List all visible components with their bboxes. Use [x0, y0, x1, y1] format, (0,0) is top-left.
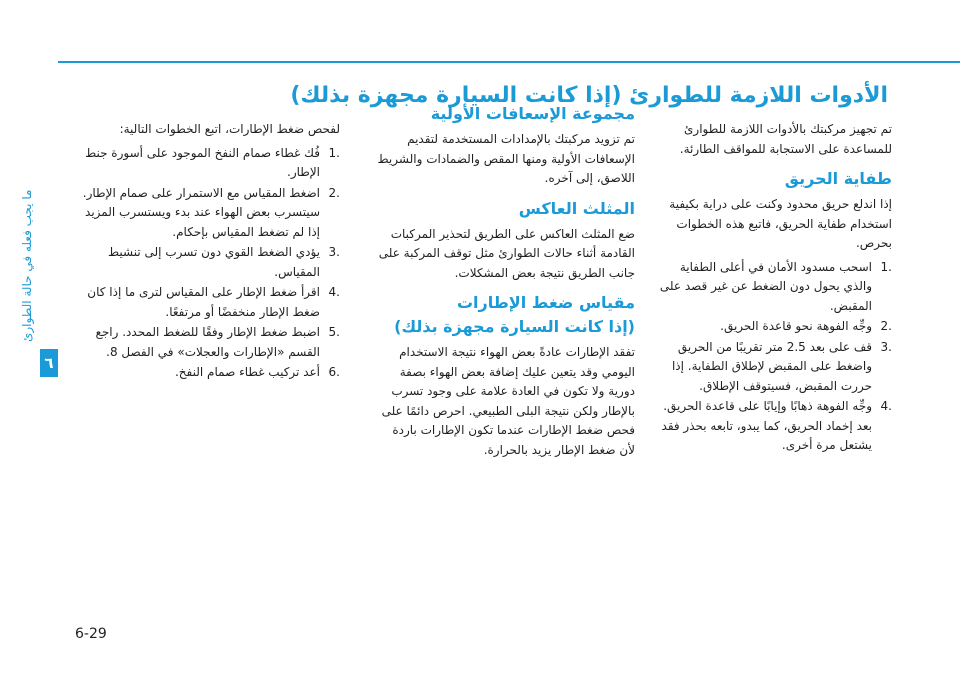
- list-item: [75, 323, 340, 362]
- step-number: 1.: [880, 259, 892, 274]
- pressure-check-intro: لفحص ضغط الإطارات، اتبع الخطوات التالية:: [119, 122, 340, 136]
- intro-paragraph: تم تجهيز مركبتك بالأدوات اللازمة للطوارئ للمساعدة على الاستجابة للمواقف الطارئة.: [679, 122, 892, 156]
- fire-extinguisher-heading: طفاية الحريق: [784, 169, 892, 188]
- column-left: [75, 120, 340, 384]
- reflective-triangle-paragraph: ضع المثلث العاكس على الطريق لتحذير المركبات القادمة أثناء حالات الطوارئ مثل توقف المركبة على جانب الطريق نتيجة بعض المشكلات.: [378, 226, 635, 280]
- step-number: 4.: [880, 399, 892, 413]
- first-aid-kit-paragraph: تم تزويد مركبتك بالإمدادات المستخدمة لتقديم الإسعافات الأولية ومنها المقص والضمادات والشريط اللاصق، إلى آخره.: [377, 132, 635, 185]
- step-text: اضبط ضغط الإطار وفقًا للضغط المحدد. راجع القسم «الإطارات والعجلات» في الفصل 8.: [95, 325, 320, 359]
- list-item: [652, 258, 892, 317]
- first-aid-kit-heading: مجموعة الإسعافات الأولية: [430, 104, 635, 123]
- step-number: 4.: [328, 285, 340, 299]
- chapter-side-label: ما يجب فعله في حالة الطوارئ: [20, 190, 34, 343]
- fire-extinguisher-steps: [652, 258, 892, 456]
- page-number: 6-29: [75, 626, 107, 642]
- step-text: يؤدي الضغط القوي دون تسرب إلى تنشيط المقياس.: [108, 245, 320, 279]
- step-text: وجِّه الفوهة ذهابًا وإيابًا على قاعدة الحريق. بعد إخماد الحريق، كما يبدو، تابعه بحذر فقد يشتعل مرة أخرى.: [661, 399, 872, 452]
- step-number: 6.: [328, 365, 340, 379]
- fire-extinguisher-paragraph: إذا اندلع حريق محدود وكنت على دراية بكيفية استخدام طفاية الحريق، فاتبع هذه الخطوات بحرص.: [669, 197, 892, 250]
- step-number: 3.: [328, 245, 340, 259]
- list-item: [75, 144, 340, 183]
- step-text: اقرأ ضغط الإطار على المقياس لترى ما إذا كان ضغط الإطار منخفضًا أو مرتفعًا.: [87, 285, 320, 319]
- pressure-check-steps: [75, 144, 340, 383]
- column-right: [652, 120, 892, 457]
- step-number: 3.: [880, 339, 892, 354]
- reflective-triangle-heading: المثلث العاكس: [518, 198, 635, 218]
- list-item: [75, 363, 340, 383]
- step-text: أعد تركيب غطاء صمام النفخ.: [174, 365, 320, 379]
- header-rule: [0, 61, 960, 63]
- step-text: فُك غطاء صمام النفخ الموجود على أسورة جنط الإطار.: [85, 145, 320, 179]
- step-number: 2.: [880, 319, 892, 333]
- step-number: 2.: [328, 185, 340, 200]
- list-item: [652, 397, 892, 456]
- list-item: [75, 283, 340, 322]
- list-item: [75, 184, 340, 243]
- step-number: 5.: [328, 325, 340, 339]
- step-number: 1.: [328, 145, 340, 160]
- list-item: [75, 243, 340, 282]
- step-text: اضغط المقياس مع الاستمرار على صمام الإطار. سيتسرب بعض الهواء عند بدء ويستسرب المزيد إذا لم تضغط المقياس بإحكام.: [82, 185, 320, 239]
- column-middle: [377, 104, 635, 464]
- list-item: [652, 338, 892, 397]
- page-title: الأدوات اللازمة للطوارئ (إذا كانت السيارة مجهزة بذلك): [290, 83, 888, 108]
- step-text: اسحب مسدود الأمان في أعلى الطفاية والذي يحول دون الضغط عن غير قصد على المقبض.: [659, 259, 872, 313]
- tire-gauge-heading: مقياس ضغط الإطارات: [456, 293, 635, 312]
- chapter-number-tab: ٦: [40, 349, 58, 377]
- step-text: وجِّه الفوهة نحو قاعدة الحريق.: [720, 319, 872, 333]
- list-item: [652, 317, 892, 337]
- tire-gauge-paragraph: تفقد الإطارات عادةً بعض الهواء نتيجة الاستخدام اليومي وقد يتعين عليك إضافة بعض الهواء بصفة دورية ولا تكون في العادة علامة على وجود تسرب بالإطار ولكن نتيجة البلى الطبيعي. احرص دائمًا على فحص ضغط الإطارات عندما تكون الإطارات باردة لأن ضغط الإطار يزيد بالحرارة.: [381, 345, 635, 457]
- step-text: قف على بعد 2.5 متر تقريبًا من الحريق واضغط على المقبض لإطلاق الطفاية. إذا حررت المقبض، فسيتوقف الإطلاق.: [671, 339, 872, 393]
- tire-gauge-heading-note: (إذا كانت السيارة مجهزة بذلك): [394, 317, 635, 336]
